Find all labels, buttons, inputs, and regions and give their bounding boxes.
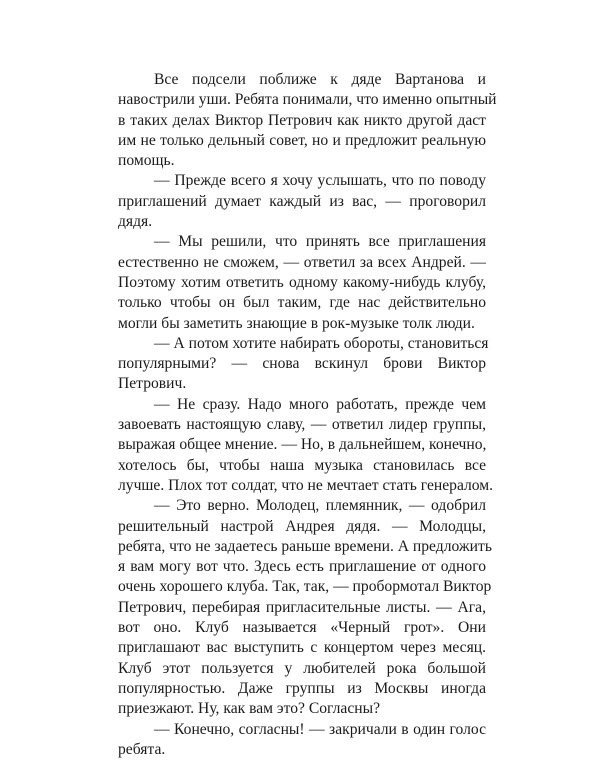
text-line: Петрович. bbox=[118, 374, 486, 394]
text-line: лучше. Плох тот солдат, что не мечтает стать генералом. bbox=[118, 476, 486, 496]
text-line: решительный настрой Андрея дядя. — Молодцы, bbox=[118, 517, 486, 537]
text-line: только чтобы он был таким, где нас действительно bbox=[118, 293, 486, 313]
text-line: — Не сразу. Надо много работать, прежде чем bbox=[118, 395, 486, 415]
text-line: помощь. bbox=[118, 151, 486, 171]
text-line: вот оно. Клуб называется «Черный грот». Они bbox=[118, 618, 486, 638]
paragraph bbox=[118, 720, 486, 760]
text-line: приезжают. Ну, как вам это? Согласны? bbox=[118, 699, 486, 719]
text-line: — А потом хотите набирать обороты, становиться bbox=[118, 334, 486, 354]
text-line: хотелось бы, чтобы наша музыка становилась все bbox=[118, 456, 486, 476]
text-line: им не только дельный совет, но и предложит реальную bbox=[118, 131, 486, 151]
text-line: Все подсели поближе к дяде Вартанова и bbox=[118, 70, 486, 90]
text-line: — Конечно, согласны! — закричали в один голос bbox=[118, 720, 486, 740]
body-text bbox=[118, 70, 486, 760]
text-line: — Мы решили, что принять все приглашения bbox=[118, 232, 486, 252]
text-line: Поэтому хотим ответить одному какому-нибудь клубу, bbox=[118, 273, 486, 293]
paragraph bbox=[118, 171, 486, 232]
text-line: Петрович, перебирая пригласительные листы. — Ага, bbox=[118, 598, 486, 618]
paragraph bbox=[118, 334, 486, 395]
text-line: в таких делах Виктор Петрович как никто другой даст bbox=[118, 111, 486, 131]
text-line: я вам могу вот что. Здесь есть приглашение от одного bbox=[118, 557, 486, 577]
text-line: могли бы заметить знающие в рок-музыке толк люди. bbox=[118, 314, 486, 334]
text-line: — Это верно. Молодец, племянник, — одобрил bbox=[118, 496, 486, 516]
paragraph bbox=[118, 496, 486, 719]
text-line: завоевать настоящую славу, — ответил лидер группы, bbox=[118, 415, 486, 435]
text-line: выражая общее мнение. — Но, в дальнейшем, конечно, bbox=[118, 435, 486, 455]
text-line: Клуб этот пользуется у любителей рока большой bbox=[118, 659, 486, 679]
text-line: — Прежде всего я хочу услышать, что по поводу bbox=[118, 171, 486, 191]
text-line: ребята, что не задаетесь раньше времени. А предложить bbox=[118, 537, 486, 557]
paragraph bbox=[118, 395, 486, 496]
text-line: навострили уши. Ребята понимали, что именно опытный bbox=[118, 90, 486, 110]
text-line: популярными? — снова вскинул брови Виктор bbox=[118, 354, 486, 374]
paragraph bbox=[118, 70, 486, 171]
text-line: дядя. bbox=[118, 212, 486, 232]
text-line: популярностью. Даже группы из Москвы иногда bbox=[118, 679, 486, 699]
text-line: очень хорошего клуба. Так, так, — пробормотал Виктор bbox=[118, 577, 486, 597]
text-line: ребята. bbox=[118, 740, 486, 760]
paragraph bbox=[118, 232, 486, 333]
text-line: приглашений думает каждый из вас, — проговорил bbox=[118, 192, 486, 212]
text-line: приглашают вас выступить с концертом через месяц. bbox=[118, 638, 486, 658]
text-line: естественно не сможем, — ответил за всех Андрей. — bbox=[118, 253, 486, 273]
